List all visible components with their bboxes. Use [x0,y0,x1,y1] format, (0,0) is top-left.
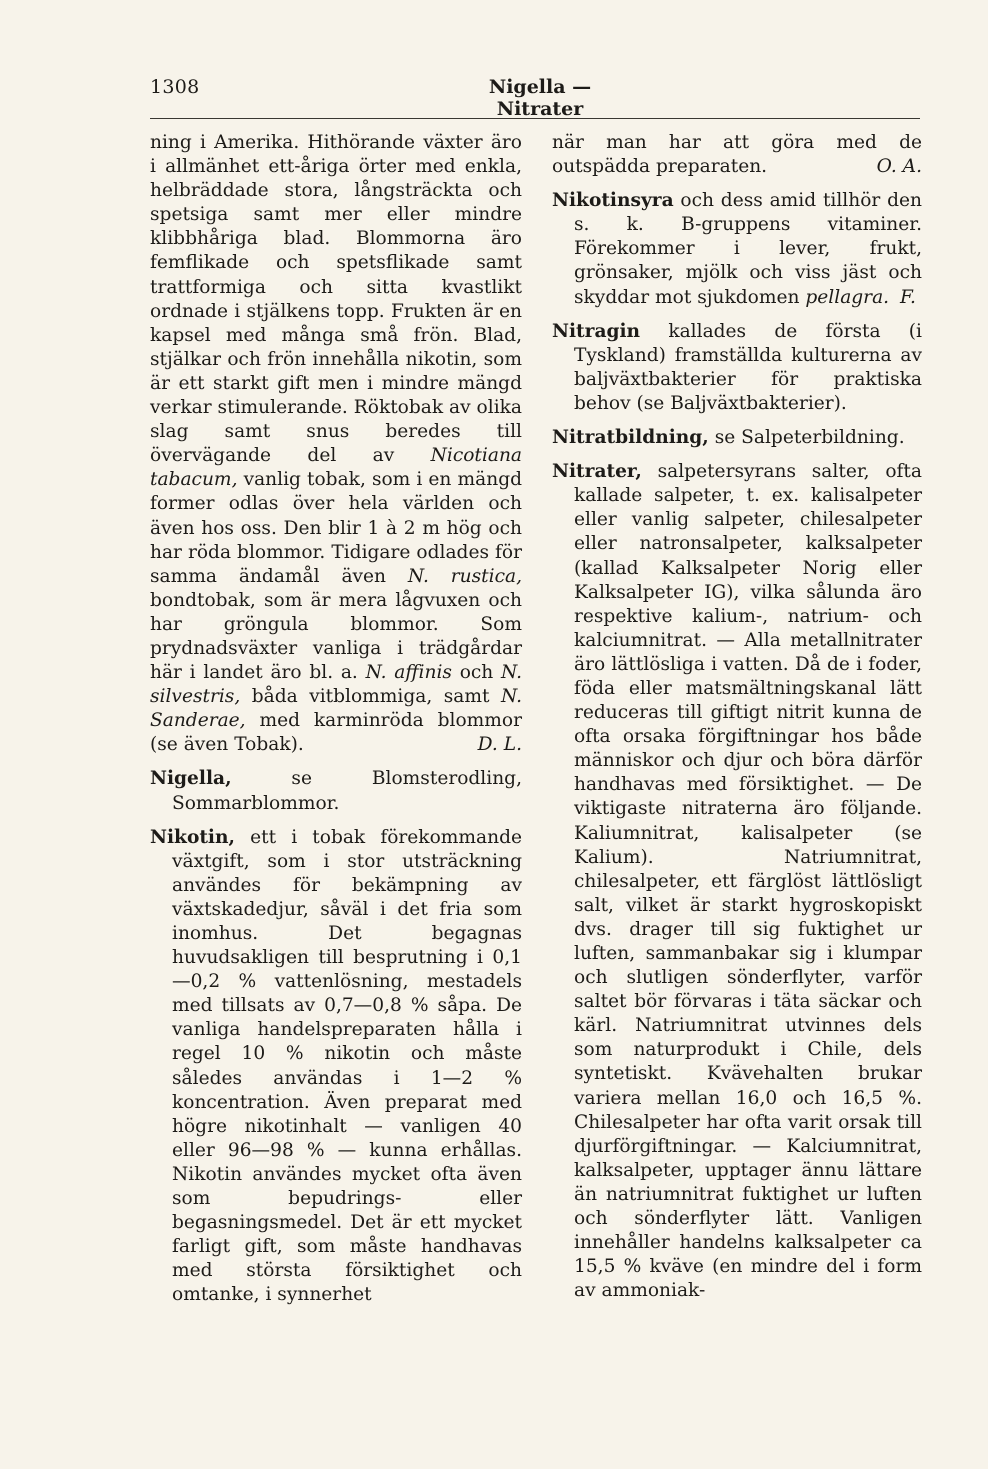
entry-headword: Nigella, [150,768,232,790]
right-column [552,131,922,1313]
entry-text: ett i tobak förekommande växtgift, som i stor utsträckning användes för bekämpning av växtskadedjur, såväl i det fria som inomhus. Det begagnas huvudsakligen till besprutning i 0,1—0,2 % vattenlösning, mestadels med tillsats av 0,7—0,8 % såpa. De vanliga handelspreparaten hålla i regel 10 % nikotin och måste således användas i 1—2 % koncentration. Även preparat med högre nikotinhalt — vanligen 40 eller 96—98 % — kunna erhållas. Nikotin användes mycket ofta även som bepudrings- eller begasningsmedel. Det är ett mycket farligt gift, som måste handhavas med största försiktighet och omtanke, i synnerhet [172,826,522,1306]
entry-nikotin [150,826,522,1308]
entry-headword: Nitrater, [552,461,642,483]
entry-nitrater [552,460,922,1303]
continuation-text: när man har att göra med de outspädda preparaten. [552,132,922,178]
entry-nitratbildning [552,426,922,450]
entry-headword: Nitratbildning, [552,427,709,449]
author-signature: O. A. [876,156,922,178]
species-name: N. silvestris, [150,662,523,708]
page-header [150,76,920,120]
species-name: Nicotiana tabacum, [150,445,522,491]
entry-text: och dess amid tillhör den s. k. B-gruppens vitaminer. Förekommer i lever, frukt, grönsaker, mjölk och viss jäst och skyddar mot sjukdomen [574,190,922,308]
entry-text: se Salpeterbildning. [708,427,905,449]
entry-nitragin [552,320,922,416]
body-text: vanlig tobak, som i en mängd former odlas över hela världen och även hos oss. Den blir 1 à 2 m hög och har röda blommor. Tidigare odlades för samma ändamål även [150,469,522,587]
body-text: med karminröda blommor (se även Tobak). [150,710,522,756]
entry-nikotinsyra: Nikotinsyra och dess amid tillhör den s. k. B-gruppens vitaminer. Förekommer i lever, frukt, grönsaker, mjölk och viss jäst och skyddar mot sjukdomen pellagra. F. [552,190,922,308]
species-name: N. affinis [365,662,452,684]
author-signature: D. L. [477,734,522,756]
species-name: N. Sanderae, [150,686,522,732]
body-text: och [451,662,502,684]
entry-headword: Nikotinsyra [552,190,674,212]
entry-continuation [128,131,522,757]
running-title: Nigella — Nitrater [488,76,592,120]
entry-text: se Blomsterodling, Sommarblommor. [172,768,522,814]
entry-continuation [530,131,922,179]
entry-headword: Nitragin [552,320,641,342]
left-column [150,131,522,1318]
species-name: N. rustica, [407,565,522,587]
entry-headword: Nikotin, [150,826,235,848]
entry-text: salpetersyrans salter, ofta kallade salpeter, t. ex. kalisalpeter eller vanlig salpeter, chilesalpeter eller natronsalpeter, kalksalpeter (kallad Kalksalpeter Norig eller Kalksalpeter IG), vilka sålunda äro respektive kalium-, natrium- och kalciumnitrat. — Alla metallnitrater äro lättlösliga i vatten. Då de i foder, föda eller matsmältningskanal lätt reduceras till giftigt nitrit kunna de ofta orsaka förgiftningar hos både människor och djur och böra därför handhavas med försiktighet. — De viktigaste nitraterna äro följande. Kaliumnitrat, kalisalpeter (se Kalium). Natriumnitrat, chilesalpeter, ett färglöst lättlösligt salt, vilket är starkt hygroskopiskt dvs. drager till sig fuktighet ur luften, sammanbakar sig i klumpar och slutligen sönderflyter, varför saltet bör förvaras i täta säckar och kärl. Natriumnitrat utvinnes dels som naturprodukt i Chile, dels syntetiskt. Kvävehalten brukar variera mellan 16,0 och 16,5 %. Chilesalpeter har ofta varit orsak till djurförgiftningar. — Kalciumnitrat, kalksalpeter, upptager ännu lättare än natriumnitrat fuktighet ur luften och sönderflyter lätt. Vanligen innehåller handelns kalksalpeter ca 15,5 % kväve (en mindre del i form av ammoniak- [574,461,922,1302]
header-rule [150,118,920,119]
page-number: 1308 [150,76,200,98]
entry-nigella [150,767,522,815]
disease-name: pellagra. [805,286,890,308]
body-text: bondtobak, som är mera lågvuxen och har gröngula blommor. Som prydnadsväxter vanliga i trädgårdar här i landet äro bl. a. [150,589,522,684]
continuation-text: ning i Amerika. Hithörande växter äro i allmänhet ett-åriga örter med enkla, helbräddade stora, långsträckta och spetsiga samt mer eller mindre klibbhåriga blad. Blommorna äro femflikade och spetsflikade samt trattformiga och sitta kvastlikt ordnade i stjälkens topp. Frukten är en kapsel med många små frön. Blad, stjälkar och frön innehålla nikotin, som är ett starkt gift men i mindre mängd verkar stimulerande. Röktobak av olika slag samt snus beredes till övervägande del av [150,132,522,467]
body-text: båda vitblommiga, samt [240,686,501,708]
entry-text: kallades de första (i Tyskland) framställda kulturerna av baljväxtbakterier för praktiska behov (se Baljväxtbakterier). [574,320,922,414]
